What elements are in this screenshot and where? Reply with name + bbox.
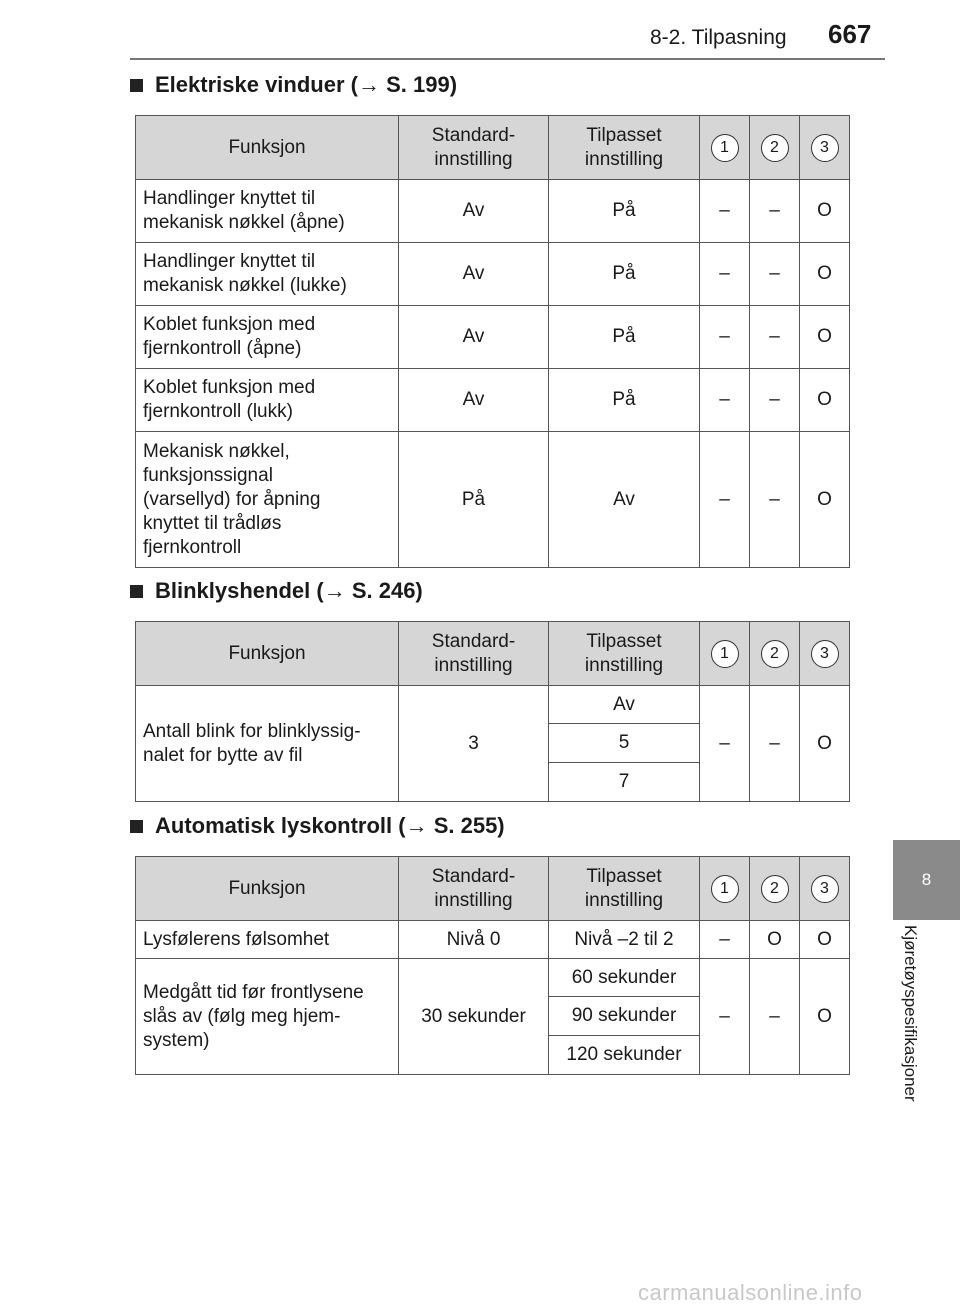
- header-col3: [800, 622, 850, 686]
- cell-custom: På: [549, 180, 700, 243]
- cell-col2: –: [750, 686, 800, 802]
- circled-3-icon: 3: [811, 134, 839, 162]
- table-header-row: [136, 116, 850, 180]
- cell-col3: O: [800, 369, 850, 432]
- table-header-row: [136, 622, 850, 686]
- header-col1: [700, 622, 750, 686]
- bullet-square-icon: [130, 585, 143, 598]
- cell-function-text: Koblet funksjon med fjernkontroll (lukk): [143, 377, 316, 422]
- header-col3: [800, 116, 850, 180]
- bullet-square-icon: [130, 79, 143, 92]
- cell-default: Av: [399, 369, 549, 432]
- cell-col2: –: [750, 180, 800, 243]
- circled-2-icon: 2: [761, 875, 789, 903]
- cell-col3: O: [800, 686, 850, 802]
- header-default-text: Standard- innstilling: [431, 865, 516, 911]
- section-title-turn-signal: [130, 578, 423, 604]
- cell-default: Nivå 0: [399, 921, 549, 959]
- cell-function: [136, 369, 399, 432]
- cell-col1: –: [700, 369, 750, 432]
- bullet-square-icon: [130, 820, 143, 833]
- table-row: [136, 369, 850, 432]
- table-row: [136, 180, 850, 243]
- page-number: 667: [828, 19, 872, 49]
- header-default-text: Standard- innstilling: [431, 124, 516, 170]
- chapter-title: Kjøretøyspesifikasjoner: [901, 925, 920, 1102]
- table-power-windows: [135, 115, 850, 568]
- cell-col1: –: [700, 432, 750, 568]
- table-turn-signal: [135, 621, 850, 802]
- header-custom: [549, 857, 700, 921]
- header-default: [399, 622, 549, 686]
- cell-col3: O: [800, 432, 850, 568]
- cell-col2: –: [750, 369, 800, 432]
- header-default: [399, 116, 549, 180]
- circled-2-icon: 2: [761, 134, 789, 162]
- table-row: [136, 959, 850, 997]
- circled-3-icon: 3: [811, 875, 839, 903]
- cell-custom: På: [549, 243, 700, 306]
- circled-3-icon: 3: [811, 640, 839, 668]
- circled-1-icon: 1: [711, 134, 739, 162]
- cell-function-text: Handlinger knyttet til mekanisk nøkkel (åpne): [143, 188, 345, 233]
- cell-custom: Nivå –2 til 2: [549, 921, 700, 959]
- cell-custom: På: [549, 369, 700, 432]
- chapter-tab[interactable]: [893, 840, 960, 920]
- table-row: [136, 432, 850, 568]
- table-header-row: [136, 857, 850, 921]
- cell-function-text: Koblet funksjon med fjernkontroll (åpne): [143, 314, 316, 359]
- cell-default: 3: [399, 686, 549, 802]
- table-row: [136, 686, 850, 724]
- header-col2: [750, 622, 800, 686]
- cell-custom: På: [549, 306, 700, 369]
- table-row: [136, 921, 850, 959]
- circled-1-icon: 1: [711, 640, 739, 668]
- header-default: [399, 857, 549, 921]
- cell-custom-option: 120 sekunder: [549, 1036, 700, 1075]
- cell-col2: –: [750, 306, 800, 369]
- cell-col1: –: [700, 921, 750, 959]
- header-col1: [700, 116, 750, 180]
- cell-default: 30 sekunder: [399, 959, 549, 1075]
- section-title-auto-light: [130, 813, 505, 839]
- cell-function: [136, 432, 399, 568]
- header-rule: [130, 58, 885, 60]
- header-function: Funksjon: [136, 116, 399, 180]
- cell-col1: –: [700, 686, 750, 802]
- circled-2-icon: 2: [761, 640, 789, 668]
- header-section: 8-2. Tilpasning: [650, 26, 787, 49]
- cell-function-text: Antall blink for blinklyssig- nalet for bytte av fil: [143, 720, 361, 766]
- cell-custom-option: 90 sekunder: [549, 997, 700, 1036]
- circled-1-icon: 1: [711, 875, 739, 903]
- header-function: Funksjon: [136, 622, 399, 686]
- cell-col3: O: [800, 243, 850, 306]
- cell-default: Av: [399, 306, 549, 369]
- cell-col3: O: [800, 959, 850, 1075]
- section-title-text: Blinklyshendel (→ S. 246): [155, 578, 423, 603]
- section-title-power-windows: [130, 72, 457, 98]
- watermark: carmanualsonline.info: [638, 1280, 863, 1305]
- cell-col2: –: [750, 432, 800, 568]
- cell-function: [136, 306, 399, 369]
- cell-function: [136, 686, 399, 802]
- cell-custom-option: Av: [549, 686, 700, 724]
- header-col1: [700, 857, 750, 921]
- cell-col1: –: [700, 959, 750, 1075]
- table-row: [136, 306, 850, 369]
- cell-default: Av: [399, 243, 549, 306]
- cell-col1: –: [700, 180, 750, 243]
- cell-function-text: Mekanisk nøkkel, funksjonssignal (varsellyd) for åpning knyttet til trådløs fjernkontroll: [143, 440, 321, 558]
- header-col2: [750, 116, 800, 180]
- section-title-text: Automatisk lyskontroll (→ S. 255): [155, 813, 505, 838]
- table-auto-light: [135, 856, 850, 1075]
- header-default-text: Standard- innstilling: [431, 630, 516, 676]
- cell-col1: –: [700, 243, 750, 306]
- header-custom-text: Tilpasset innstilling: [584, 865, 664, 911]
- cell-col3: O: [800, 306, 850, 369]
- cell-function: [136, 180, 399, 243]
- header-function: Funksjon: [136, 857, 399, 921]
- table-row: [136, 243, 850, 306]
- cell-col2: O: [750, 921, 800, 959]
- cell-col3: O: [800, 180, 850, 243]
- cell-default: På: [399, 432, 549, 568]
- cell-function-text: Handlinger knyttet til mekanisk nøkkel (lukke): [143, 251, 347, 296]
- cell-col2: –: [750, 959, 800, 1075]
- header-col3: [800, 857, 850, 921]
- cell-custom-option: 7: [549, 763, 700, 802]
- cell-function-text: Medgått tid før frontlysene slås av (følg meg hjem- system): [143, 981, 364, 1051]
- header-custom-text: Tilpasset innstilling: [584, 124, 664, 170]
- cell-default: Av: [399, 180, 549, 243]
- header-col2: [750, 857, 800, 921]
- cell-function: [136, 959, 399, 1075]
- cell-custom-option: 60 sekunder: [549, 959, 700, 997]
- cell-col3: O: [800, 921, 850, 959]
- cell-col1: –: [700, 306, 750, 369]
- cell-function: Lysfølerens følsomhet: [136, 921, 399, 959]
- cell-col2: –: [750, 243, 800, 306]
- header-custom-text: Tilpasset innstilling: [584, 630, 664, 676]
- section-title-text: Elektriske vinduer (→ S. 199): [155, 72, 458, 97]
- cell-custom: Av: [549, 432, 700, 568]
- cell-function: [136, 243, 399, 306]
- header-custom: [549, 622, 700, 686]
- cell-custom-option: 5: [549, 724, 700, 763]
- header-custom: [549, 116, 700, 180]
- chapter-number: 8: [921, 870, 932, 889]
